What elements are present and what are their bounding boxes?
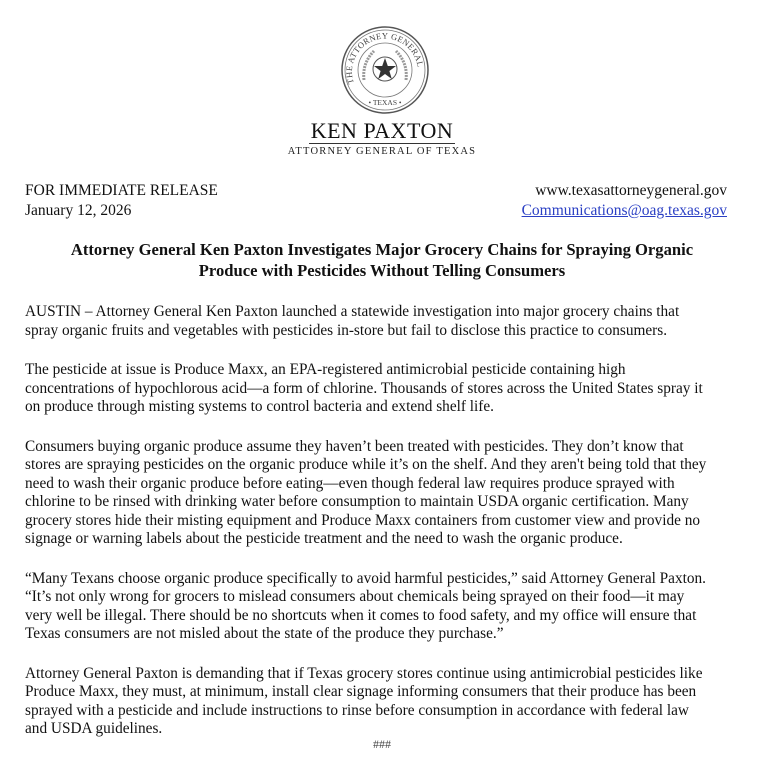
paragraph-line: signage or warning labels about the pesticide treatment and the need to wash the organic produce.	[25, 530, 623, 547]
contact-info	[522, 181, 727, 221]
press-release-body	[25, 303, 755, 760]
paragraph-line: sprayed with a pesticide and include instructions to rinse before consumption in accordance with federal law	[25, 701, 689, 719]
paragraph-line: Attorney General Paxton is demanding that if Texas grocery stores continue using antimicrobial pesticides like	[25, 664, 703, 682]
attorney-general-seal	[340, 25, 430, 115]
paragraph-line: grocery stores hide their misting equipment and Produce Maxx containers from customer view and provide no	[25, 511, 701, 529]
release-date: January 12, 2026	[25, 202, 132, 219]
paragraph-line: very well be illegal. There should be no shortcuts when it comes to food safety, and my office will ensure that	[25, 606, 697, 624]
paragraph	[25, 361, 755, 417]
end-mark: ###	[373, 737, 391, 751]
release-info	[25, 181, 218, 221]
paragraph-line: AUSTIN – Attorney General Ken Paxton launched a statewide investigation into major grocery chains that	[25, 303, 680, 320]
official-name-text: KEN PAXTON	[310, 118, 454, 143]
paragraph-line: “It’s not only wrong for grocers to mislead consumers about chemicals being sprayed on their food—it may	[25, 588, 685, 605]
paragraph	[25, 438, 755, 549]
title-line: Attorney General Ken Paxton Investigates Major Grocery Chains for Spraying Organic	[70, 240, 694, 259]
paragraph-line: Produce Maxx, they must, at minimum, install clear signage informing consumers that their produce has been	[25, 683, 697, 700]
paragraph-line: Consumers buying organic produce assume they haven’t been treated with pesticides. They don’t know that	[25, 437, 684, 455]
star-icon	[374, 58, 396, 79]
release-label: FOR IMMEDIATE RELEASE	[25, 182, 218, 199]
paragraph	[25, 665, 755, 739]
svg-text:THE ATTORNEY GENERAL: THE ATTORNEY GENERAL	[343, 30, 426, 86]
email-link[interactable]: Communications@oag.texas.gov	[521, 202, 727, 219]
paragraph-line: stores are spraying pesticides on the organic produce while it’s on the shelf. And they aren't being told that they	[25, 456, 707, 473]
official-name	[0, 118, 764, 144]
paragraph-line: on produce through misting systems to control bacteria and extend shelf life.	[25, 398, 494, 415]
paragraph-line: The pesticide at issue is Produce Maxx, an EPA-registered antimicrobial pesticide containing high	[25, 361, 626, 378]
website-text: www.texasattorneygeneral.gov	[535, 182, 727, 199]
official-title: ATTORNEY GENERAL OF TEXAS	[287, 146, 477, 157]
paragraph	[25, 303, 755, 340]
paragraph-line: concentrations of hypochlorous acid—a form of chlorine. Thousands of stores across the United States spray it	[25, 379, 703, 397]
paragraph-line: Texas consumers are not misled about the state of the produce they purchase.”	[25, 625, 504, 642]
press-release-title	[0, 239, 764, 281]
svg-text:• TEXAS •: • TEXAS •	[368, 98, 402, 107]
title-line: Produce with Pesticides Without Telling Consumers	[198, 261, 566, 280]
paragraph-line: “Many Texans choose organic produce specifically to avoid harmful pesticides,” said Attorney General Paxton.	[25, 569, 706, 587]
paragraph-line: spray organic fruits and vegetables with pesticides in-store but fail to disclose this practice to consumers.	[25, 321, 668, 339]
paragraph	[25, 570, 755, 644]
paragraph-line: need to wash their organic produce before eating—even though federal law requires produce sprayed with	[25, 474, 675, 492]
paragraph-line: and USDA guidelines.	[25, 720, 163, 737]
paragraph-line: chlorine to be rinsed with drinking water before consumption to maintain USDA organic certification. Many	[25, 493, 689, 510]
